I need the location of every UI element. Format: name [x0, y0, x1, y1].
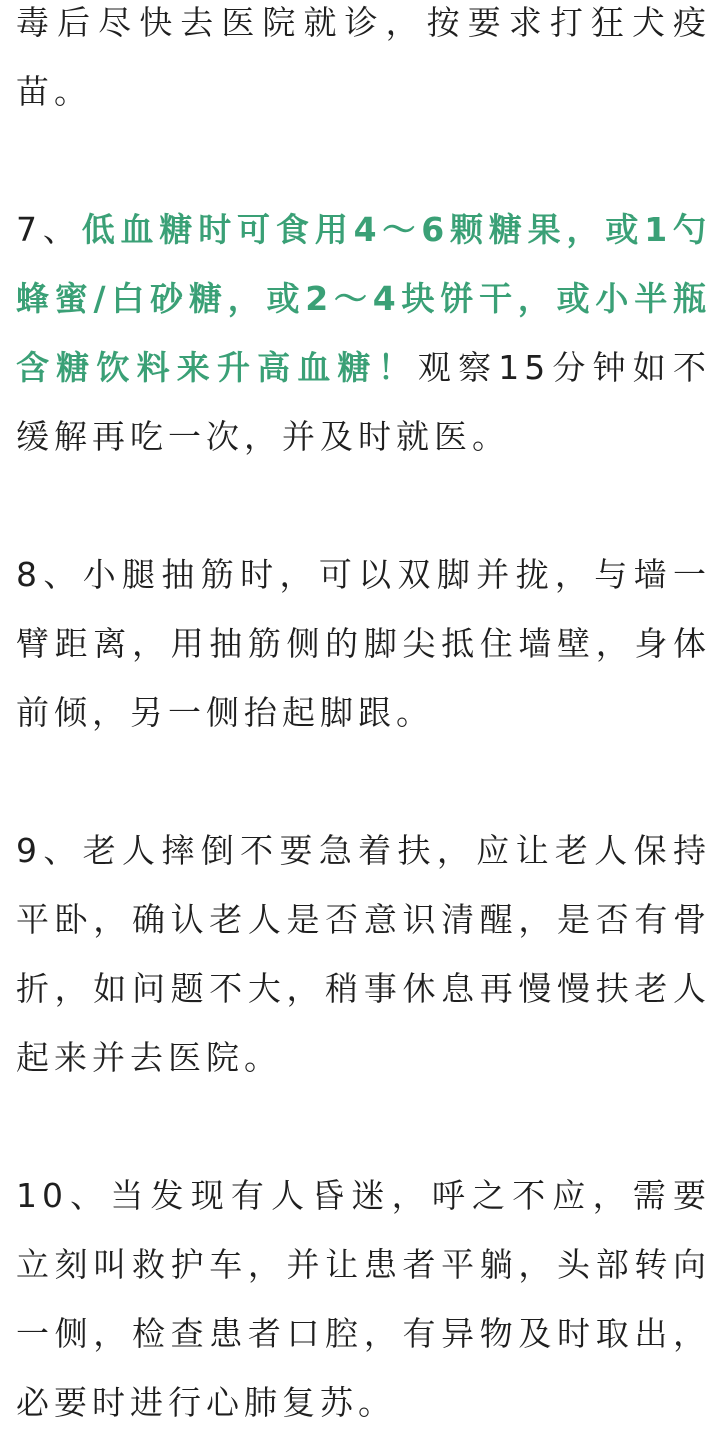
paragraph-number: 7、	[16, 210, 82, 249]
paragraph-8-leg-cramp	[16, 540, 711, 747]
paragraph-text: 10、当发现有人昏迷，呼之不应，需要立刻叫救护车，并让患者平躺，头部转向一侧，检查患者口腔，有异物及时取出，必要时进行心肺复苏。	[16, 1176, 711, 1422]
highlighted-text: 低血糖时可食用4～6颗糖果，或1勺蜂蜜/白砂糖，或2～4块饼干，或小半瓶含糖饮料来升高血糖！	[16, 210, 712, 387]
paragraph-rabies-vaccine-tail	[16, 0, 711, 126]
paragraph-9-elderly-fall	[16, 816, 711, 1092]
paragraph-text: 观察15分钟如不缓解再吃一次，并及时就医。	[16, 348, 711, 456]
paragraph-10-unconscious	[16, 1161, 711, 1437]
paragraph-text: 毒后尽快去医院就诊，按要求打狂犬疫苗。	[16, 3, 711, 111]
paragraph-7-hypoglycemia	[16, 195, 711, 471]
paragraph-text: 9、老人摔倒不要急着扶，应让老人保持平卧，确认老人是否意识清醒，是否有骨折，如问题不大，稍事休息再慢慢扶老人起来并去医院。	[16, 831, 711, 1077]
paragraph-text: 8、小腿抽筋时，可以双脚并拢，与墙一臂距离，用抽筋侧的脚尖抵住墙壁，身体前倾，另一侧抬起脚跟。	[16, 555, 711, 732]
